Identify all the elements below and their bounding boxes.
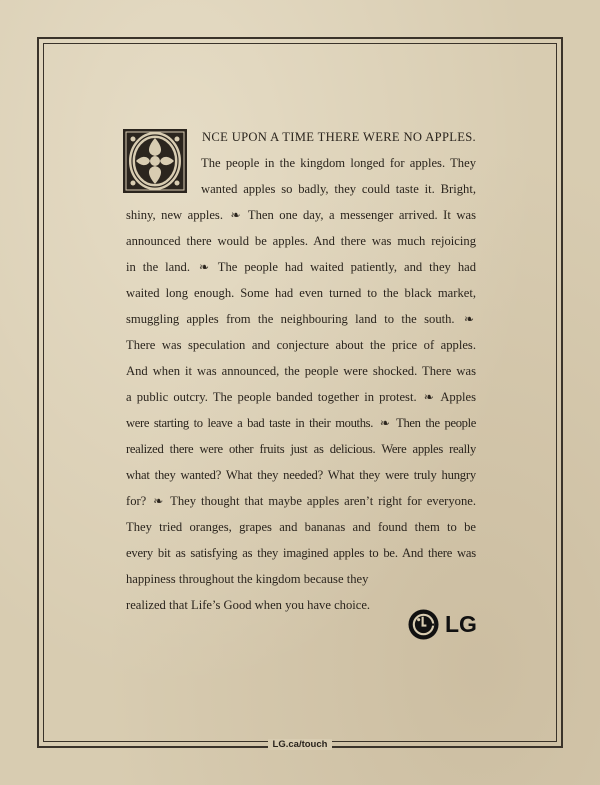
story-line-text: The people had waited patiently, and they had	[217, 260, 476, 274]
story-line-text: for?	[126, 494, 147, 508]
story-line-text: a public outcry. The people banded together in protest.	[126, 390, 417, 404]
story-line	[126, 566, 476, 592]
story-line-text: what they wanted? What they needed? What they were truly hungry	[126, 468, 476, 482]
fleuron-icon: ❧	[423, 390, 434, 404]
story-line-text: realized that Life’s Good when you have choice.	[126, 598, 371, 612]
story-line-text: realized there were other fruits just as delicious. Were apples really	[126, 442, 476, 456]
lg-face-icon	[408, 609, 439, 640]
story-line-text: happiness throughout the kingdom because they	[126, 572, 369, 586]
dropcap-o-ornament	[122, 128, 188, 194]
story-line-text: They thought that maybe apples aren’t right for everyone.	[170, 494, 476, 508]
story-line	[126, 306, 476, 332]
story-line-text: Then one day, a messenger arrived. It was	[247, 208, 476, 222]
story-line	[126, 332, 476, 358]
fleuron-icon: ❧	[379, 416, 390, 430]
story-line-text: Apples	[440, 390, 476, 404]
story-line-text: announced there would be apples. And there was much rejoicing	[126, 234, 476, 248]
story-line-text: And when it was announced, the people were shocked. There was	[126, 364, 476, 378]
story-line-text: every bit as satisfying as they imagined apples to be. And there was	[126, 546, 476, 560]
story-line	[126, 202, 476, 228]
fleuron-icon: ❧	[463, 312, 474, 326]
footer-url-text[interactable]: LG.ca/touch	[268, 739, 333, 750]
story-line-text: smuggling apples from the neighbouring land to the south.	[126, 312, 455, 326]
story-line	[126, 228, 476, 254]
story-line-text: They tried oranges, grapes and bananas and found them to be	[126, 520, 476, 534]
story-text	[126, 124, 476, 618]
story-line-text: The people in the kingdom longed for apples. They	[201, 156, 476, 170]
story-line-text: in the land.	[126, 260, 190, 274]
story-line	[126, 254, 476, 280]
fleuron-icon: ❧	[153, 494, 164, 508]
fleuron-icon: ❧	[198, 260, 210, 274]
lg-logo	[408, 609, 488, 641]
story-line	[126, 280, 476, 306]
story-line	[126, 358, 476, 384]
story-line-text: wanted apples so badly, they could taste it. Bright,	[201, 182, 476, 196]
story-line-text: There was speculation and conjecture about the price of apples.	[126, 338, 476, 352]
story-line-text: shiny, new apples.	[126, 208, 223, 222]
story-line	[126, 410, 476, 436]
story-line	[126, 514, 476, 540]
story-line-text: Then the people	[396, 416, 476, 430]
footer-url	[0, 739, 600, 750]
story-line	[126, 436, 476, 462]
story-line	[126, 384, 476, 410]
lg-wordmark: LG	[445, 611, 477, 637]
story-line-text: were starting to leave a bad taste in their mouths.	[126, 416, 374, 430]
fleuron-icon: ❧	[230, 208, 241, 222]
story-line	[126, 540, 476, 566]
story-line	[126, 462, 476, 488]
first-line-caps: NCE UPON A TIME THERE WERE NO APPLES.	[202, 130, 476, 144]
story-line	[126, 488, 476, 514]
story-line-text: waited long enough. Some had even turned to the black market,	[126, 286, 476, 300]
